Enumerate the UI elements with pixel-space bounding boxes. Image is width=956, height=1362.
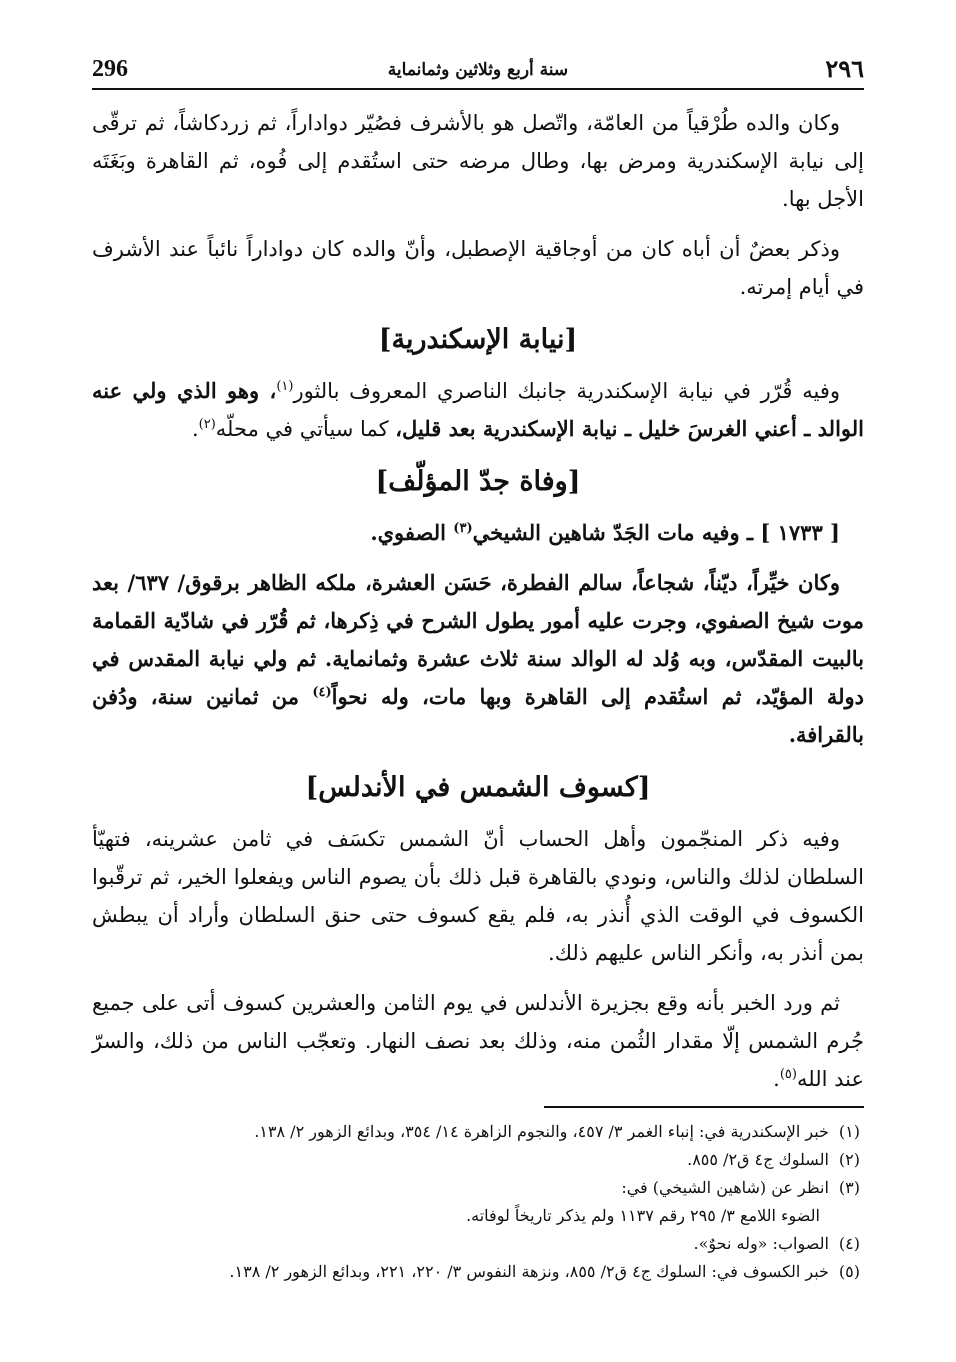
main-text (92, 104, 864, 1110)
footnote-number: (٢) (838, 1150, 860, 1169)
paragraph-4-text-b: الصفوي. (370, 520, 454, 545)
footnote-text: انظر عن (شاهين الشيخي) في: (621, 1178, 829, 1197)
footnote-text: السلوك ج٤ ق٢/ ٨٥٥. (687, 1150, 829, 1169)
footnote-text: الصواب: «وله نحوٌ». (693, 1234, 829, 1253)
footnote-ref-4[interactable]: (٤) (312, 685, 332, 700)
footnotes (92, 1118, 864, 1286)
page-header (92, 52, 864, 90)
paragraph-5-text-b: من ثمانين سنة، ودُفن بالقرافة. (92, 684, 864, 747)
paragraph-3 (92, 372, 864, 448)
paragraph-6: وفيه ذكر المنجّمون وأهل الحساب أنّ الشمس تكسَف في ثامن عشرينه، فتهيّأ السلطان لذلك والناس، ونودي بالقاهرة قبل ذلك بأن يصوم الناس ويفعلوا الخير، ثم ترقّبوا الكسوف في الوقت الذي أُنذر به، فلم يقع كسوف حتى حنق السلطان وأراد أن يبطش بمن أنذر به، وأنكر الناس عليهم ذلك. (92, 827, 864, 965)
paragraph-1: وكان والده طُرْقياً من العامّة، واتّصل هو بالأشرف فصُيّر دواداراً، ثم زردكاشاً، ثم ترقّى إلى نيابة الإسكندرية ومرض بها، وطال مرضه حتى استُقدم إلى فُوه، ثم القاهرة وبَغَتَه الأجل بها. (92, 111, 864, 211)
page-number-latin: 296 (92, 56, 128, 82)
footnote-ref-2[interactable]: (٢) (198, 417, 216, 432)
section-heading-alexandria: [نيابة الإسكندرية] (378, 324, 578, 355)
footnote-separator (544, 1106, 864, 1108)
paragraph-4-text-a: [ ١٧٣٣ ] ـ وفيه مات الجَدّ شاهين الشيخي (472, 520, 840, 545)
footnote-text: خبر الإسكندرية في: إنباء الغمر ٣/ ٤٥٧، والنجوم الزاهرة ١٤/ ٣٥٤، وبدائع الزهور ٢/ ١٣٨. (254, 1122, 829, 1141)
paragraph-2: وذكر بعضٌ أن أباه كان من أوجاقية الإصطبل، وأنّ والده كان دواداراً نائباً عند الأشرف في أيام إمرته. (92, 237, 864, 299)
footnote-number: (٥) (838, 1262, 860, 1281)
footnote-ref-5[interactable]: (٥) (779, 1067, 797, 1082)
paragraph-3-text-b: كما سيأتي في محلّه (215, 417, 396, 441)
footnote-number: (٤) (838, 1234, 860, 1253)
footnote-3 (92, 1174, 864, 1202)
paragraph-3-text-a: وفيه قُرّر في نيابة الإسكندرية جانبك الناصري المعروف بالثور (293, 379, 840, 403)
section-heading-eclipse: [كسوف الشمس في الأندلس] (305, 772, 651, 803)
paragraph-4 (92, 514, 864, 552)
running-title: سنة أربع وثلاثين وثمانماية (387, 60, 569, 80)
footnote-ref-3[interactable]: (٣) (453, 521, 473, 536)
footnote-4 (92, 1230, 864, 1258)
paragraph-7 (92, 984, 864, 1098)
paragraph-3-end: . (191, 417, 199, 441)
footnote-1 (92, 1118, 864, 1146)
paragraph-7-text: ثم ورد الخبر بأنه وقع بجزيرة الأندلس في يوم الثامن والعشرين كسوف أتى على جميع جُرم الشمس إلّا مقدار الثُمن منه، وذلك بعد نصف النهار. وتعجّب الناس من ذلك، والسرّ عند الله (92, 991, 864, 1091)
paragraph-7-end: . (773, 1067, 780, 1091)
paragraph-3-bold-text: ، وهو الذي ولي عنه الوالد ـ أعني الغرسَ خليل ـ نيابة الإسكندرية بعد قليل، (92, 378, 864, 441)
footnote-number: (١) (838, 1122, 860, 1141)
footnote-ref-1[interactable]: (١) (276, 379, 294, 394)
paragraph-5 (92, 564, 864, 754)
footnote-3-continuation: الضوء اللامع ٣/ ٢٩٥ رقم ١١٣٧ ولم يذكر تاريخاً لوفاته. (466, 1206, 820, 1225)
footnote-2 (92, 1146, 864, 1174)
section-heading-grandfather-death: [وفاة جدّ المؤلّف] (375, 466, 581, 497)
page-number-arabic: ٢٩٦ (825, 54, 864, 83)
footnote-number: (٣) (838, 1178, 860, 1197)
footnote-5 (92, 1258, 864, 1286)
paragraph-5-text-a: وكان خيِّراً، ديّناً، شجاعاً، سالم الفطرة، حَسَن العشرة، ملكه الظاهر برقوق/ ٦٣٧/ بعد موت شيخ الصفوي، وجرت عليه أمور يطول الشرح في ذِكرها، ثم قُرّر في شادّية القمامة بالبيت المقدّس، وبه وُلد له الوالد سنة ثلاث عشرة وثمانماية. ثم ولي نيابة المقدس في دولة المؤيّد، ثم استُقدم إلى القاهرة وبها مات، وله نحواً (92, 570, 864, 709)
footnote-text: خبر الكسوف في: السلوك ج٤ ق٢/ ٨٥٥، ونزهة النفوس ٣/ ٢٢٠، ٢٢١، وبدائع الزهور ٢/ ١٣٨. (229, 1262, 829, 1281)
